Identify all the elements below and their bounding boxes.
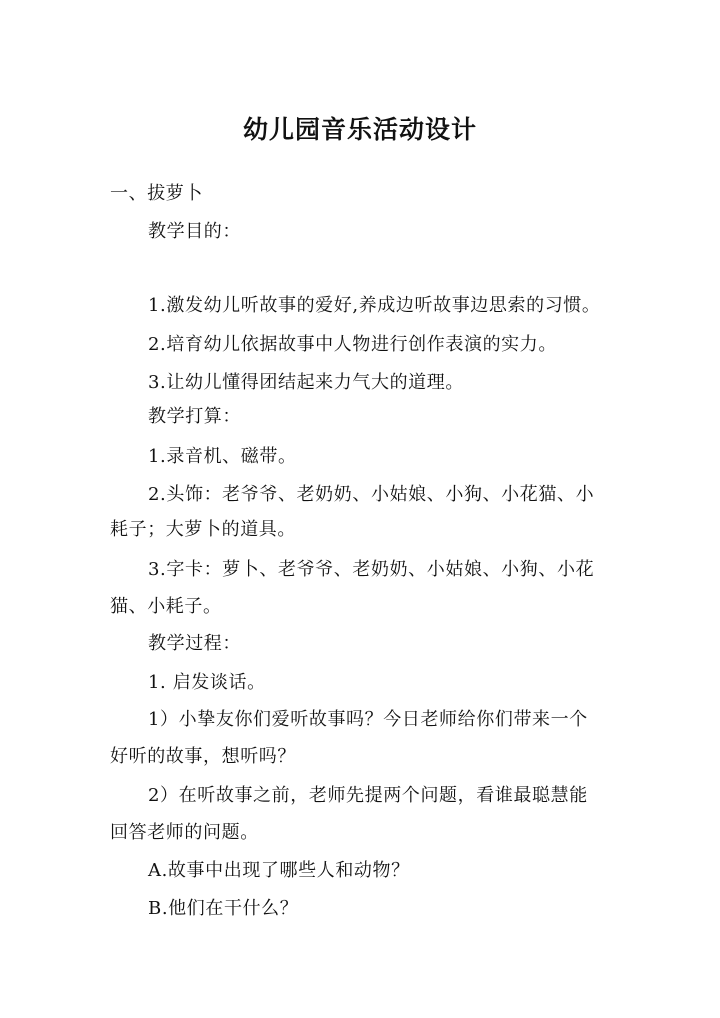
process-question-a: A.故事中出现了哪些人和动物？ <box>148 860 410 881</box>
prep-item-2-line-2: 耗子；大萝卜的道具。 <box>110 519 296 540</box>
process-question-1-line-2: 好听的故事，想听吗？ <box>110 746 296 767</box>
document-title: 幼儿园音乐活动设计 <box>242 115 477 144</box>
process-heading: 教学过程： <box>148 633 241 654</box>
prep-item-1: 1.录音机、磁带。 <box>148 446 297 467</box>
goal-item-2: 2.培育幼儿依据故事中人物进行创作表演的实力。 <box>148 334 557 355</box>
section-heading: 一、拔萝卜 <box>110 183 203 204</box>
process-question-2-line-1: 2）在听故事之前，老师先提两个问题，看谁最聪慧能 <box>148 785 588 806</box>
prep-item-3-line-2: 猫、小耗子。 <box>110 596 222 617</box>
prep-item-3-line-1: 3.字卡：萝卜、老爷爷、老奶奶、小姑娘、小狗、小花 <box>148 559 595 580</box>
process-question-2-line-2: 回答老师的问题。 <box>110 822 259 843</box>
goals-heading: 教学目的： <box>148 221 241 242</box>
process-step-1: 1. 启发谈话。 <box>148 672 266 693</box>
prep-item-2-line-1: 2.头饰：老爷爷、老奶奶、小姑娘、小狗、小花猫、小 <box>148 484 595 505</box>
goal-item-1: 1.激发幼儿听故事的爱好,养成边听故事边思索的习惯。 <box>148 295 601 316</box>
process-question-1-line-1: 1）小挚友你们爱听故事吗？今日老师给你们带来一个 <box>148 709 588 730</box>
goal-item-3: 3.让幼儿懂得团结起来力气大的道理。 <box>148 372 464 393</box>
prep-heading: 教学打算： <box>148 406 241 427</box>
process-question-b: B.他们在干什么？ <box>148 898 299 919</box>
